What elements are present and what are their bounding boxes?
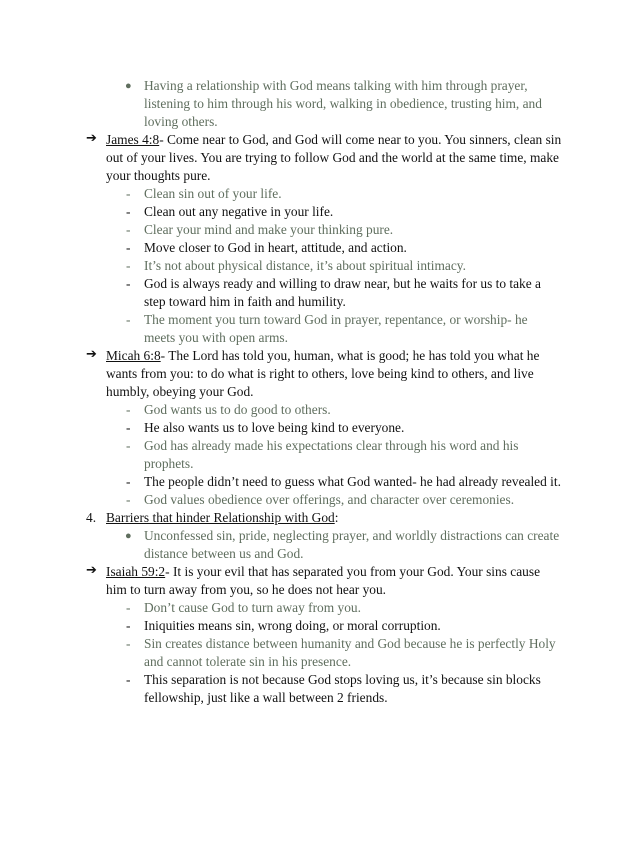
list-item: [0, 257, 640, 275]
list-item-text: God is always ready and willing to draw near, but he waits for us to take a step toward him in faith and humility.: [144, 276, 541, 309]
list-item: [0, 239, 640, 257]
list-item: [0, 275, 640, 311]
list-item: [0, 473, 640, 491]
bullet-icon: ●: [125, 80, 132, 92]
arrow-icon: ➔: [86, 347, 97, 362]
list-item: [0, 671, 640, 707]
dash-marker: -: [126, 672, 131, 687]
list-item: [0, 635, 640, 671]
list-item: [0, 311, 640, 347]
dash-marker: -: [126, 222, 131, 237]
list-item: [0, 203, 640, 221]
verse-reference: Micah 6:8: [106, 348, 161, 363]
dash-marker: -: [126, 258, 131, 273]
section-bullet-item: [0, 527, 640, 563]
intro-bullet-text: Having a relationship with God means talking with him through prayer, listening to him through his word, walking in obedience, trusting him, and loving others.: [144, 78, 542, 129]
dash-marker: -: [126, 474, 131, 489]
dash-marker: -: [126, 240, 131, 255]
list-item-text: The moment you turn toward God in prayer, repentance, or worship- he meets you with open arms.: [144, 312, 528, 345]
verse-micah: [0, 347, 640, 401]
dash-marker: -: [126, 600, 131, 615]
section-heading: [0, 509, 640, 527]
list-item: [0, 491, 640, 509]
list-item: [0, 617, 640, 635]
dash-marker: -: [126, 204, 131, 219]
list-item-text: Clear your mind and make your thinking pure.: [144, 222, 394, 237]
list-item: [0, 437, 640, 473]
list-item: [0, 221, 640, 239]
section-heading-text: Barriers that hinder Relationship with God: [106, 510, 335, 525]
verse-reference: Isaiah 59:2: [106, 564, 166, 579]
verse-james: [0, 131, 640, 185]
dash-marker: -: [126, 312, 131, 327]
dash-marker: -: [126, 420, 131, 435]
list-item-text: Move closer to God in heart, attitude, and action.: [144, 240, 407, 255]
list-item-text: Clean out any negative in your life.: [144, 204, 334, 219]
list-item: [0, 419, 640, 437]
list-item: [0, 599, 640, 617]
verse-reference: James 4:8: [106, 132, 160, 147]
dash-marker: -: [126, 186, 131, 201]
verse-text: - The Lord has told you, human, what is good; he has told you what he wants from you: to do what is right to others, love being kind to others, and live humbly, obeying your God.: [106, 348, 540, 399]
section-heading-colon: :: [334, 510, 339, 525]
list-item: [0, 401, 640, 419]
dash-marker: -: [126, 618, 131, 633]
list-item-text: God values obedience over offerings, and character over ceremonies.: [144, 492, 515, 507]
list-item: [0, 185, 640, 203]
verse-text: - It is your evil that has separated you from your God. Your sins cause him to turn away from you, so he does not hear you.: [106, 564, 541, 597]
list-item-text: This separation is not because God stops loving us, it’s because sin blocks fellowship, just like a wall between 2 friends.: [144, 672, 541, 705]
section-bullet-text: Unconfessed sin, pride, neglecting prayer, and worldly distractions can create distance between us and God.: [144, 528, 560, 561]
list-item-text: Sin creates distance between humanity and God because he is perfectly Holy and cannot tolerate sin in his presence.: [144, 636, 556, 669]
dash-marker: -: [126, 402, 131, 417]
dash-marker: -: [126, 636, 131, 651]
arrow-icon: ➔: [86, 563, 97, 578]
dash-marker: -: [126, 276, 131, 291]
section-number: 4.: [86, 510, 97, 525]
verse-text: - Come near to God, and God will come near to you. You sinners, clean sin out of your lives. You are trying to follow God and the world at the same time, make your thoughts pure.: [106, 132, 562, 183]
list-item-text: Don’t cause God to turn away from you.: [144, 600, 361, 615]
list-item-text: God has already made his expectations clear through his word and his prophets.: [144, 438, 519, 471]
dash-marker: -: [126, 438, 131, 453]
list-item-text: He also wants us to love being kind to everyone.: [144, 420, 405, 435]
list-item-text: The people didn’t need to guess what God wanted- he had already revealed it.: [144, 474, 561, 489]
bullet-icon: ●: [125, 530, 132, 542]
list-item-text: Clean sin out of your life.: [144, 186, 282, 201]
arrow-icon: ➔: [86, 131, 97, 146]
verse-isaiah: [0, 563, 640, 599]
intro-bullet-item: [0, 77, 640, 131]
dash-marker: -: [126, 492, 131, 507]
list-item-text: Iniquities means sin, wrong doing, or moral corruption.: [144, 618, 441, 633]
list-item-text: God wants us to do good to others.: [144, 402, 331, 417]
list-item-text: It’s not about physical distance, it’s about spiritual intimacy.: [144, 258, 466, 273]
